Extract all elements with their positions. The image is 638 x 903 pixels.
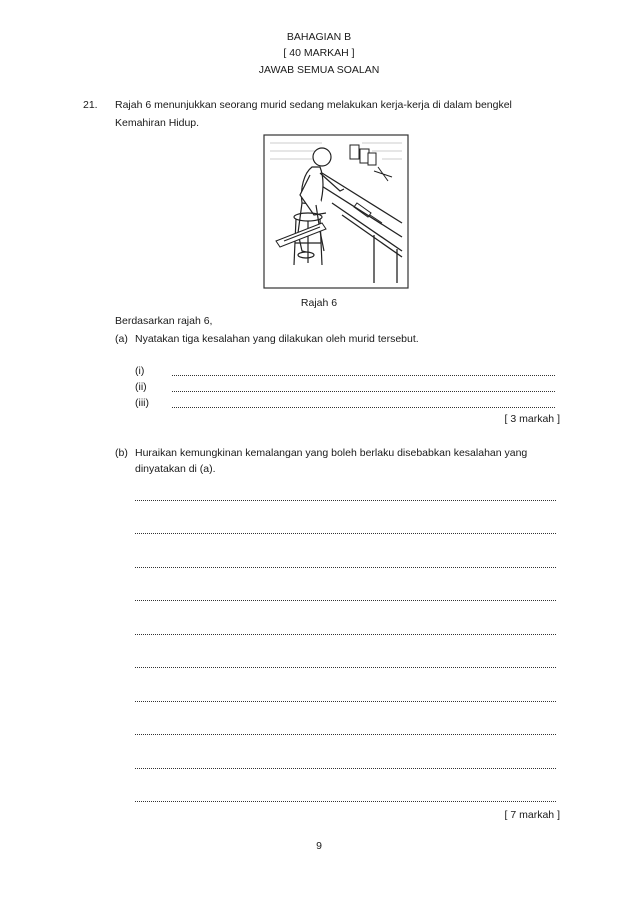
part-b-label: (b): [115, 447, 128, 459]
answer-line-b-5[interactable]: [135, 634, 556, 635]
total-marks: [ 40 MARKAH ]: [283, 47, 355, 59]
answer-line-b-4[interactable]: [135, 600, 556, 601]
answer-line-b-2[interactable]: [135, 533, 556, 534]
answer-line-b-8[interactable]: [135, 734, 556, 735]
workshop-figure: [262, 133, 410, 290]
answer-line-a-i[interactable]: [172, 375, 555, 376]
question-stem-line2: Kemahiran Hidup.: [115, 117, 200, 129]
question-number: 21.: [83, 99, 98, 111]
item-label-ii: (ii): [135, 381, 147, 393]
item-label-i: (i): [135, 365, 145, 377]
answer-line-b-10[interactable]: [135, 801, 556, 802]
instruction: JAWAB SEMUA SOALAN: [258, 64, 380, 76]
answer-line-a-ii[interactable]: [172, 391, 555, 392]
part-a-text: Nyatakan tiga kesalahan yang dilakukan oleh murid tersebut.: [135, 333, 419, 345]
lead-in: Berdasarkan rajah 6,: [115, 315, 213, 327]
part-b-text-line1: Huraikan kemungkinan kemalangan yang boleh berlaku disebabkan kesalahan yang: [135, 447, 528, 459]
answer-line-b-9[interactable]: [135, 768, 556, 769]
question-stem-line1: Rajah 6 menunjukkan seorang murid sedang melakukan kerja-kerja di dalam bengkel: [115, 99, 512, 111]
part-a-label: (a): [115, 333, 128, 345]
part-b-marks: [ 7 markah ]: [504, 809, 560, 821]
answer-line-b-3[interactable]: [135, 567, 556, 568]
figure-caption: Rajah 6: [300, 297, 338, 309]
part-b-text-line2: dinyatakan di (a).: [135, 463, 216, 475]
answer-line-a-iii[interactable]: [172, 407, 555, 408]
section-title: BAHAGIAN B: [286, 31, 352, 43]
student-at-workbench-illustration: [262, 133, 410, 290]
page-number: 9: [316, 840, 322, 852]
part-a-marks: [ 3 markah ]: [504, 413, 560, 425]
item-label-iii: (iii): [135, 397, 149, 409]
answer-line-b-6[interactable]: [135, 667, 556, 668]
answer-line-b-7[interactable]: [135, 701, 556, 702]
answer-line-b-1[interactable]: [135, 500, 556, 501]
